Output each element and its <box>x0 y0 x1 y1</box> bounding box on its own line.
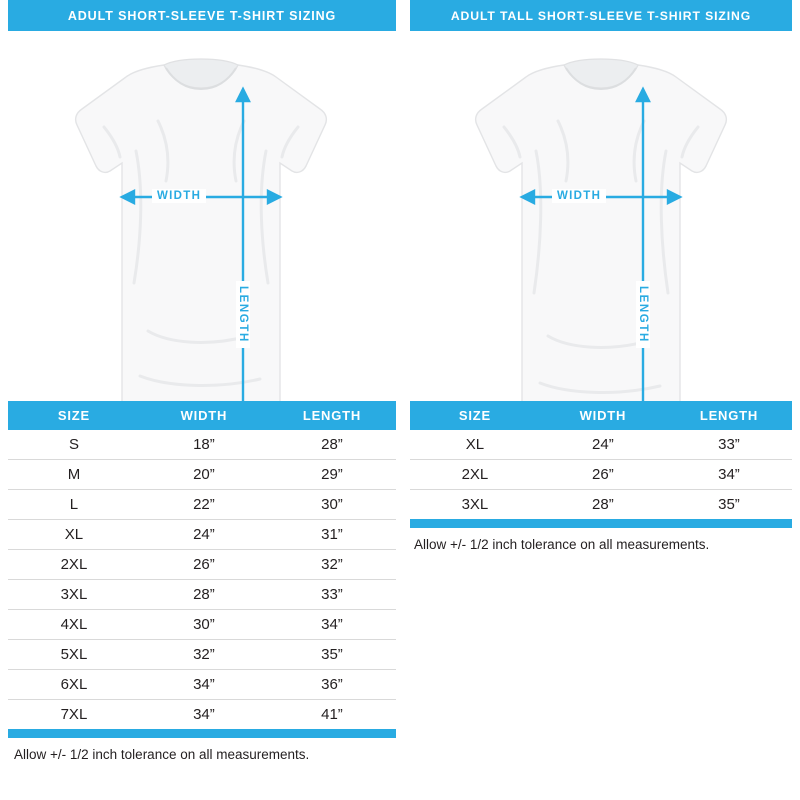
cell-width: 32” <box>140 640 268 670</box>
cell-length: 28” <box>268 430 396 460</box>
cell-width: 20” <box>140 460 268 490</box>
cell-size: L <box>8 490 140 520</box>
cell-size: M <box>8 460 140 490</box>
table-row <box>8 640 396 670</box>
adult-shirt-diagram <box>8 31 396 401</box>
cell-size: XL <box>8 520 140 550</box>
adult-tolerance-note: Allow +/- 1/2 inch tolerance on all measurements. <box>14 747 310 762</box>
adult-tall-tolerance-note: Allow +/- 1/2 inch tolerance on all measurements. <box>414 537 710 552</box>
cell-length: 34” <box>666 460 792 490</box>
cell-width: 18” <box>140 430 268 460</box>
table-row <box>8 520 396 550</box>
cell-length: 36” <box>268 670 396 700</box>
cell-size: 3XL <box>461 496 489 513</box>
cell-size: 3XL <box>8 580 140 610</box>
cell-size: 4XL <box>8 610 140 640</box>
cell-length: 33” <box>666 430 792 460</box>
cell-length: 41” <box>321 706 343 723</box>
table-row <box>8 490 396 520</box>
adult-size-table <box>8 401 396 729</box>
table-header-row <box>8 401 396 430</box>
cell-size: 6XL <box>8 670 140 700</box>
width-label: WIDTH <box>152 189 206 203</box>
cell-length: 35” <box>268 640 396 670</box>
cell-length: 31” <box>268 520 396 550</box>
width-label: WIDTH <box>552 189 606 203</box>
table-row <box>8 460 396 490</box>
cell-width: 34” <box>140 670 268 700</box>
cell-width: 30” <box>140 610 268 640</box>
cell-length: 33” <box>268 580 396 610</box>
table-row <box>8 610 396 640</box>
cell-length: 30” <box>268 490 396 520</box>
cell-size: S <box>8 430 140 460</box>
header-size: SIZE <box>8 401 140 430</box>
cell-size: 5XL <box>8 640 140 670</box>
adult-tall-shirt-diagram <box>410 31 792 401</box>
cell-width: 26” <box>540 460 666 490</box>
adult-shirt-illustration <box>8 31 396 401</box>
cell-size: XL <box>410 430 540 460</box>
table-row <box>8 670 396 700</box>
table-row <box>8 580 396 610</box>
cell-width: 28” <box>140 580 268 610</box>
cell-length: 29” <box>268 460 396 490</box>
table-row <box>410 430 792 460</box>
cell-width: 22” <box>140 490 268 520</box>
adult-tall-size-table <box>410 401 792 519</box>
cell-size: 2XL <box>8 550 140 580</box>
length-label: LENGTH <box>236 281 250 348</box>
adult-sizing-panel <box>8 0 396 762</box>
cell-width: 24” <box>540 430 666 460</box>
table-row <box>8 430 396 460</box>
header-size: SIZE <box>410 401 540 430</box>
header-length: LENGTH <box>666 401 792 430</box>
table-row <box>8 700 396 730</box>
cell-size: 2XL <box>410 460 540 490</box>
header-width: WIDTH <box>540 401 666 430</box>
adult-tall-sizing-title: ADULT TALL SHORT-SLEEVE T-SHIRT SIZING <box>410 0 792 31</box>
adult-tall-table-underbar <box>410 519 792 528</box>
header-width: WIDTH <box>140 401 268 430</box>
cell-length: 35” <box>718 496 740 513</box>
table-header-row <box>410 401 792 430</box>
cell-width: 26” <box>140 550 268 580</box>
table-row <box>410 460 792 490</box>
cell-size: 7XL <box>60 706 88 723</box>
length-label: LENGTH <box>636 281 650 348</box>
cell-width: 28” <box>592 496 614 513</box>
adult-sizing-title: ADULT SHORT-SLEEVE T-SHIRT SIZING <box>8 0 396 31</box>
adult-tall-sizing-panel <box>410 0 792 552</box>
table-row <box>8 550 396 580</box>
table-row <box>410 490 792 520</box>
adult-tall-shirt-illustration <box>410 31 792 401</box>
cell-width: 24” <box>140 520 268 550</box>
cell-width: 34” <box>193 706 215 723</box>
header-length: LENGTH <box>268 401 396 430</box>
cell-length: 32” <box>268 550 396 580</box>
adult-table-underbar <box>8 729 396 738</box>
cell-length: 34” <box>268 610 396 640</box>
